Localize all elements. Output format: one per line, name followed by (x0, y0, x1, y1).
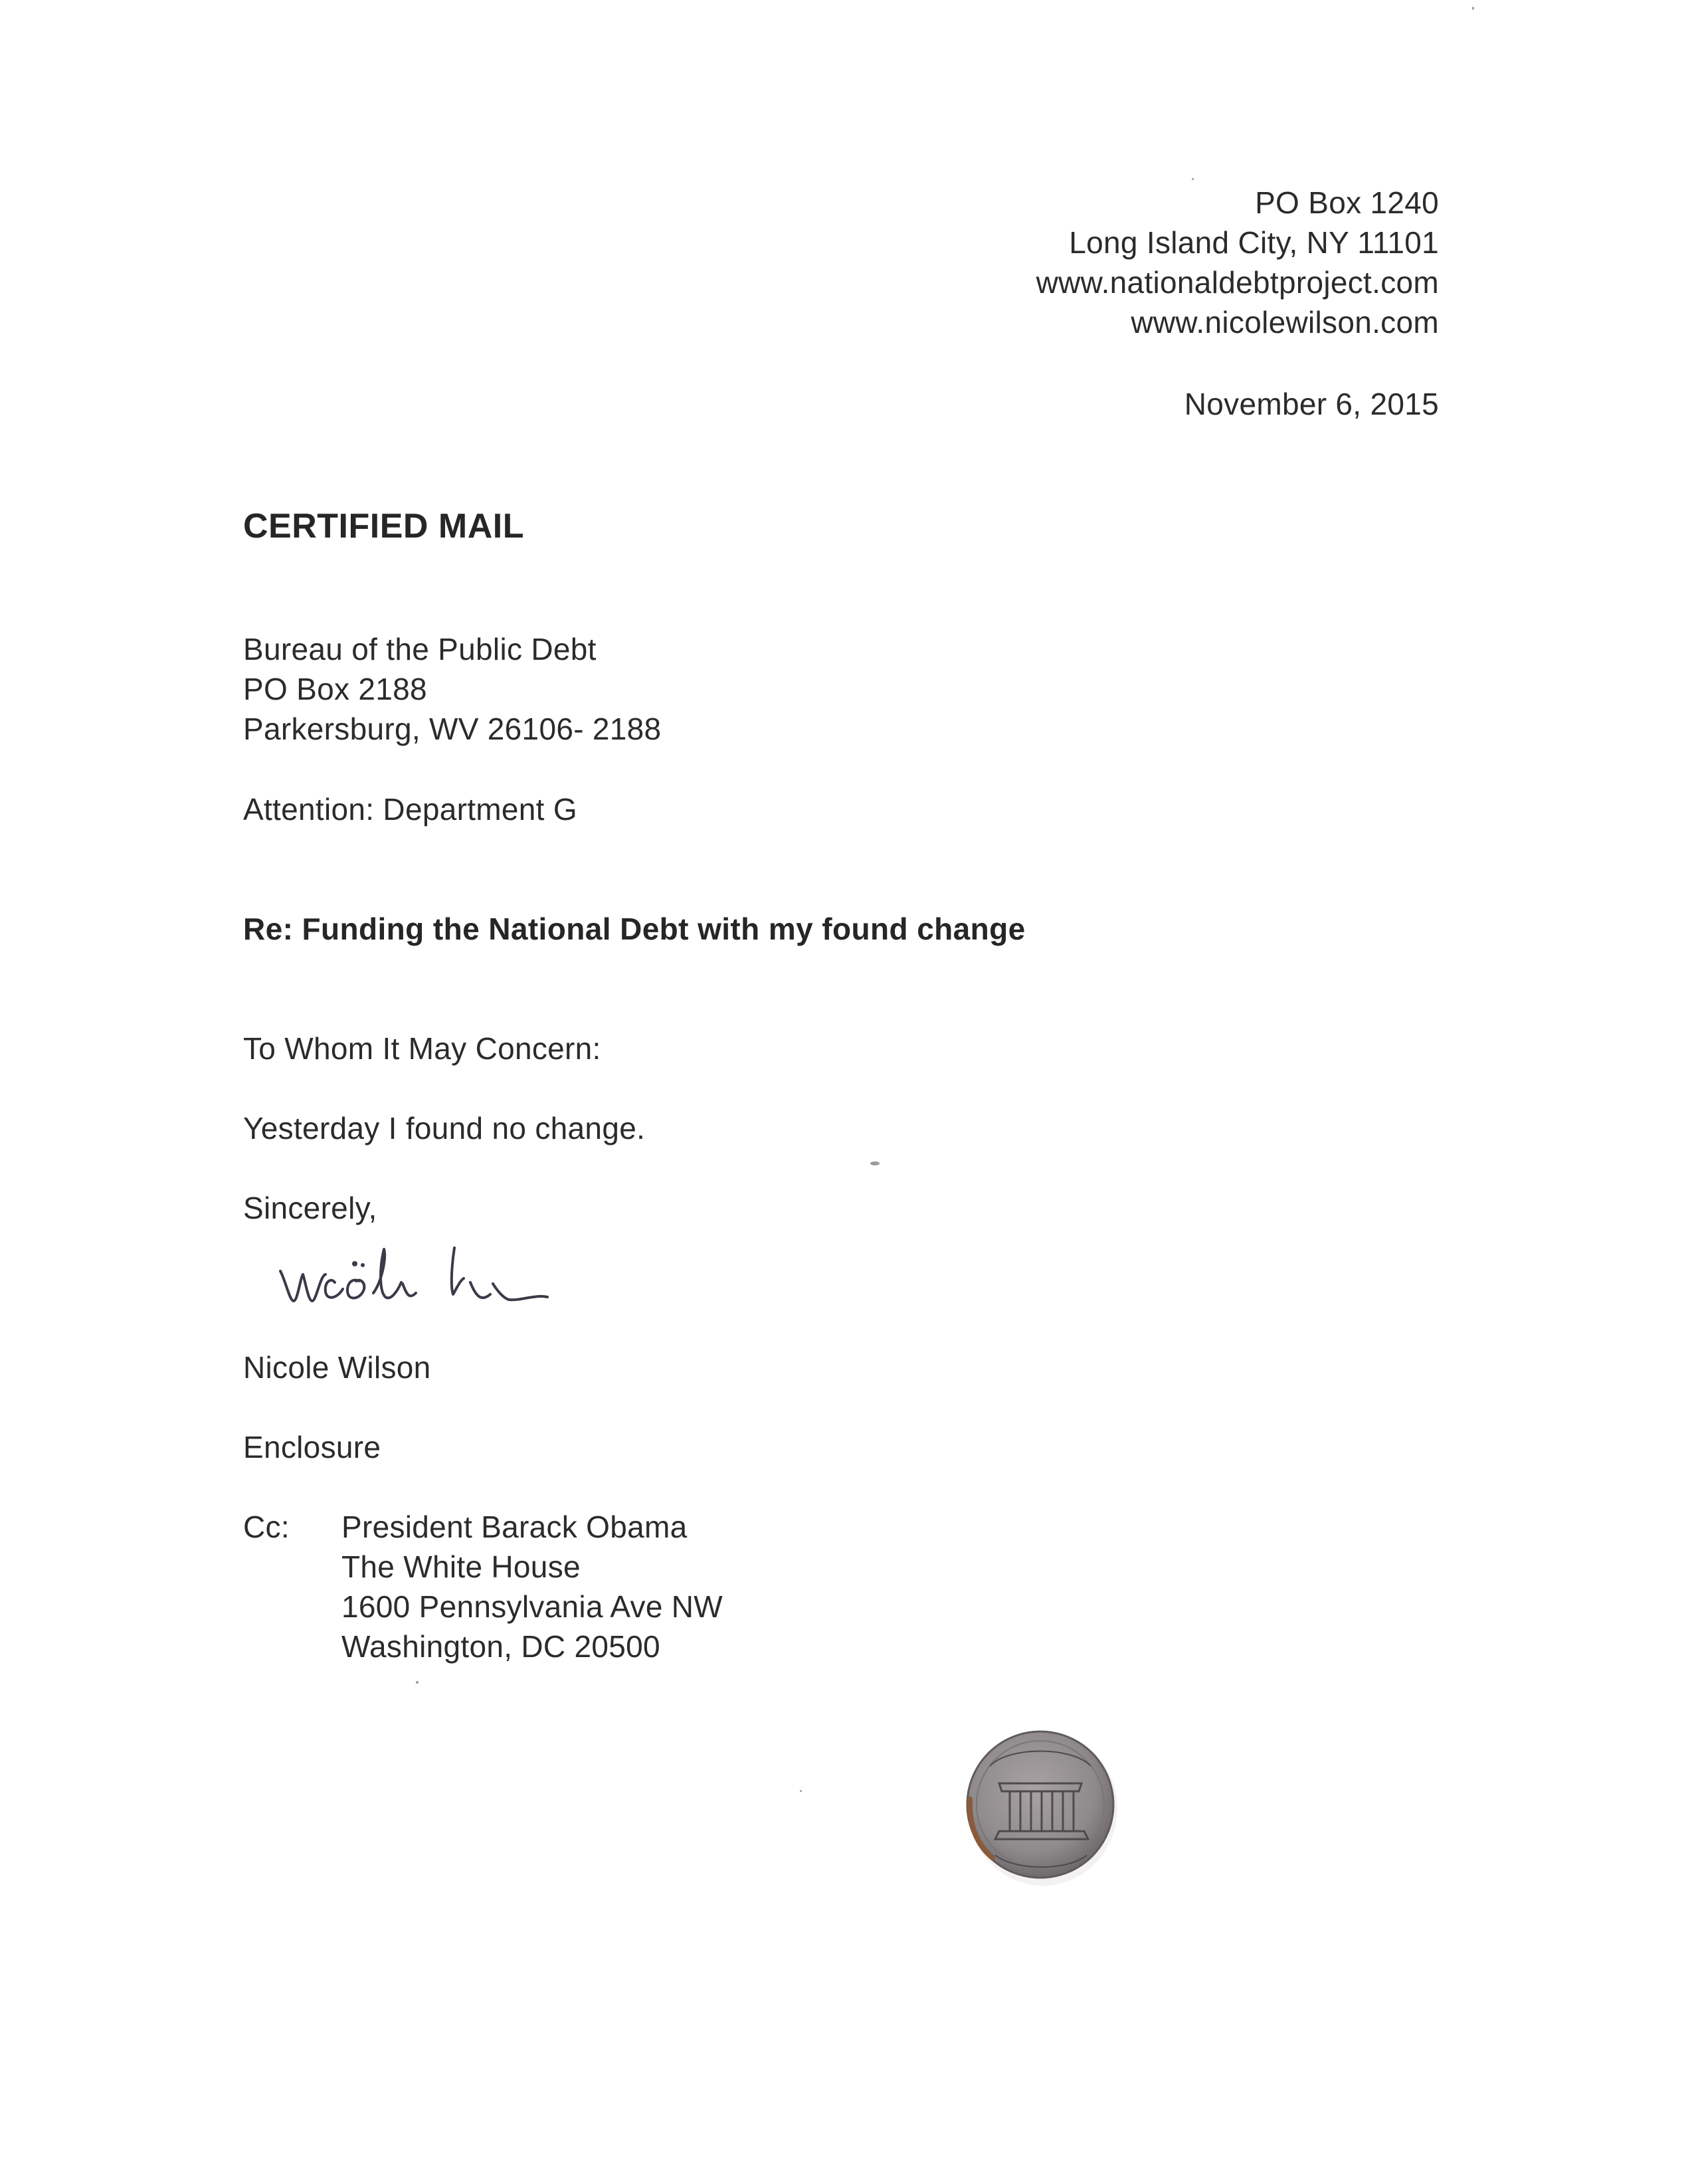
body-text: Yesterday I found no change. (243, 1111, 646, 1145)
recipient-name: Bureau of the Public Debt (243, 632, 597, 666)
sender-website-1: www.nationaldebtproject.com (1036, 265, 1439, 300)
recipient-city: Parkersburg, WV 26106- 2188 (243, 712, 662, 746)
scan-speck (416, 1681, 419, 1684)
sender-address (1036, 183, 1439, 342)
cc-city: Washington, DC 20500 (341, 1629, 660, 1664)
cc-recipient: President Barack Obama (341, 1510, 688, 1544)
recipient-po-box: PO Box 2188 (243, 672, 427, 706)
cc-street: 1600 Pennsylvania Ave NW (341, 1589, 723, 1624)
penny-coin-icon (955, 1720, 1128, 1892)
scan-speck (870, 1161, 880, 1165)
letter-date: November 6, 2015 (1184, 387, 1439, 421)
signer-name: Nicole Wilson (243, 1350, 431, 1385)
scan-speck (1192, 178, 1194, 180)
sender-po-box: PO Box 1240 (1255, 185, 1439, 220)
scan-speck (800, 1790, 802, 1792)
sender-website-2: www.nicolewilson.com (1131, 305, 1439, 340)
salutation: To Whom It May Concern: (243, 1031, 601, 1066)
certified-mail-heading: CERTIFIED MAIL (243, 507, 524, 546)
enclosure-note: Enclosure (243, 1430, 381, 1464)
scan-speck (1472, 7, 1474, 10)
cc-address (341, 1507, 723, 1666)
sender-city: Long Island City, NY 11101 (1069, 225, 1439, 260)
cc-organization: The White House (341, 1549, 581, 1584)
cc-label: Cc: (243, 1510, 290, 1544)
recipient-address (243, 629, 661, 749)
attention-line: Attention: Department G (243, 792, 577, 827)
subject-line: Re: Funding the National Debt with my found change (243, 912, 1026, 946)
closing: Sincerely, (243, 1191, 377, 1225)
signature-image (274, 1208, 593, 1321)
